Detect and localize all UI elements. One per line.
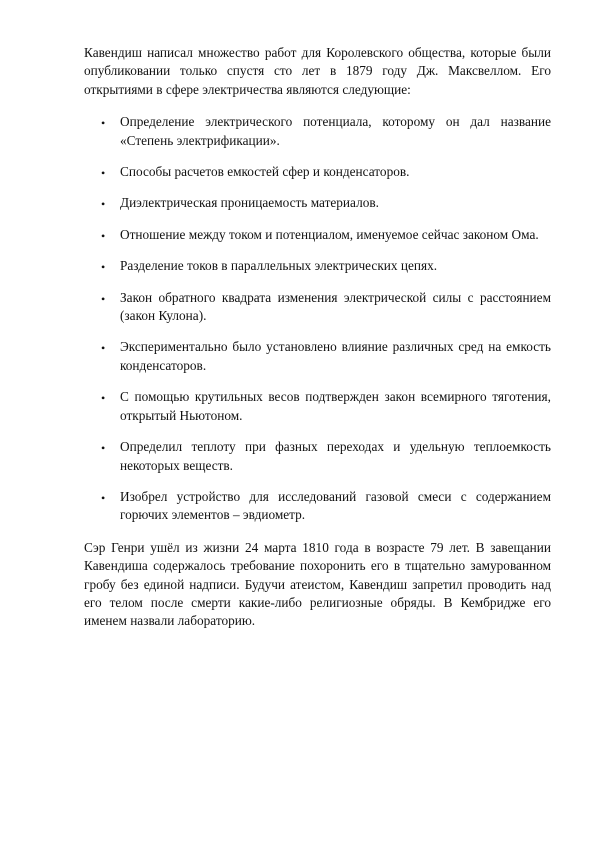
- bullet-icon: •: [101, 291, 106, 306]
- list-item-text: Закон обратного квадрата изменения электрической силы с расстоянием (закон Кулона).: [120, 289, 551, 324]
- list-item: [84, 338, 551, 375]
- closing-paragraph: Сэр Генри ушёл из жизни 24 марта 1810 года в возрасте 79 лет. В завещании Кавендиша содержалось требование похоронить его в тщательно замурованном гробу без единой надписи. Будучи атеистом, Кавендиш запретил проводить над его телом после смерти какие-либо религиозные обряды. В Кембридже его именем назвали лабораторию.: [84, 539, 551, 629]
- list-item-text: Разделение токов в параллельных электрических цепях.: [120, 258, 438, 274]
- list-item-text: Определение электрического потенциала, которому он дал название «Степень электрификации».: [120, 114, 551, 148]
- list-item: [84, 388, 551, 425]
- bullet-icon: •: [101, 260, 106, 275]
- list-item: [84, 289, 551, 326]
- intro-paragraph: Кавендиш написал множество работ для Королевского общества, которые были опубликовании только спустя сто лет в 1879 году Дж. Максвеллом. Его открытиями в сфере электричества являются следующие:: [84, 45, 551, 97]
- bullet-icon: •: [101, 197, 106, 212]
- bullet-icon: •: [101, 116, 106, 131]
- bullet-icon: •: [101, 441, 106, 456]
- bullet-icon: •: [101, 341, 106, 356]
- bullet-icon: •: [101, 228, 106, 243]
- bullet-icon: •: [101, 490, 106, 505]
- list-item-text: Изобрел устройство для исследований газовой смеси с содержанием горючих элементов – эвдиометр.: [120, 488, 551, 523]
- list-item-text: Определил теплоту при фазных переходах и удельную теплоемкость некоторых веществ.: [120, 439, 551, 473]
- list-item: [84, 226, 551, 244]
- list-item-text: С помощью крутильных весов подтвержден закон всемирного тяготения, открытый Ньютоном.: [120, 389, 551, 423]
- list-item: [84, 113, 551, 150]
- list-item: [84, 438, 551, 475]
- list-item-text: Способы расчетов емкостей сфер и конденсаторов.: [120, 164, 410, 180]
- list-item-text: Экспериментально было установлено влияние различных сред на емкость конденсаторов.: [120, 339, 551, 373]
- bullet-icon: •: [101, 166, 106, 181]
- list-item: [84, 257, 551, 275]
- discoveries-list: [84, 113, 551, 525]
- list-item: [84, 488, 551, 525]
- document-page: [84, 44, 551, 631]
- bullet-icon: •: [101, 391, 106, 406]
- list-item: [84, 163, 551, 181]
- list-item: [84, 194, 551, 212]
- list-item-text: Отношение между током и потенциалом, именуемое сейчас законом Ома.: [120, 226, 539, 242]
- list-item-text: Диэлектрическая проницаемость материалов.: [120, 195, 379, 211]
